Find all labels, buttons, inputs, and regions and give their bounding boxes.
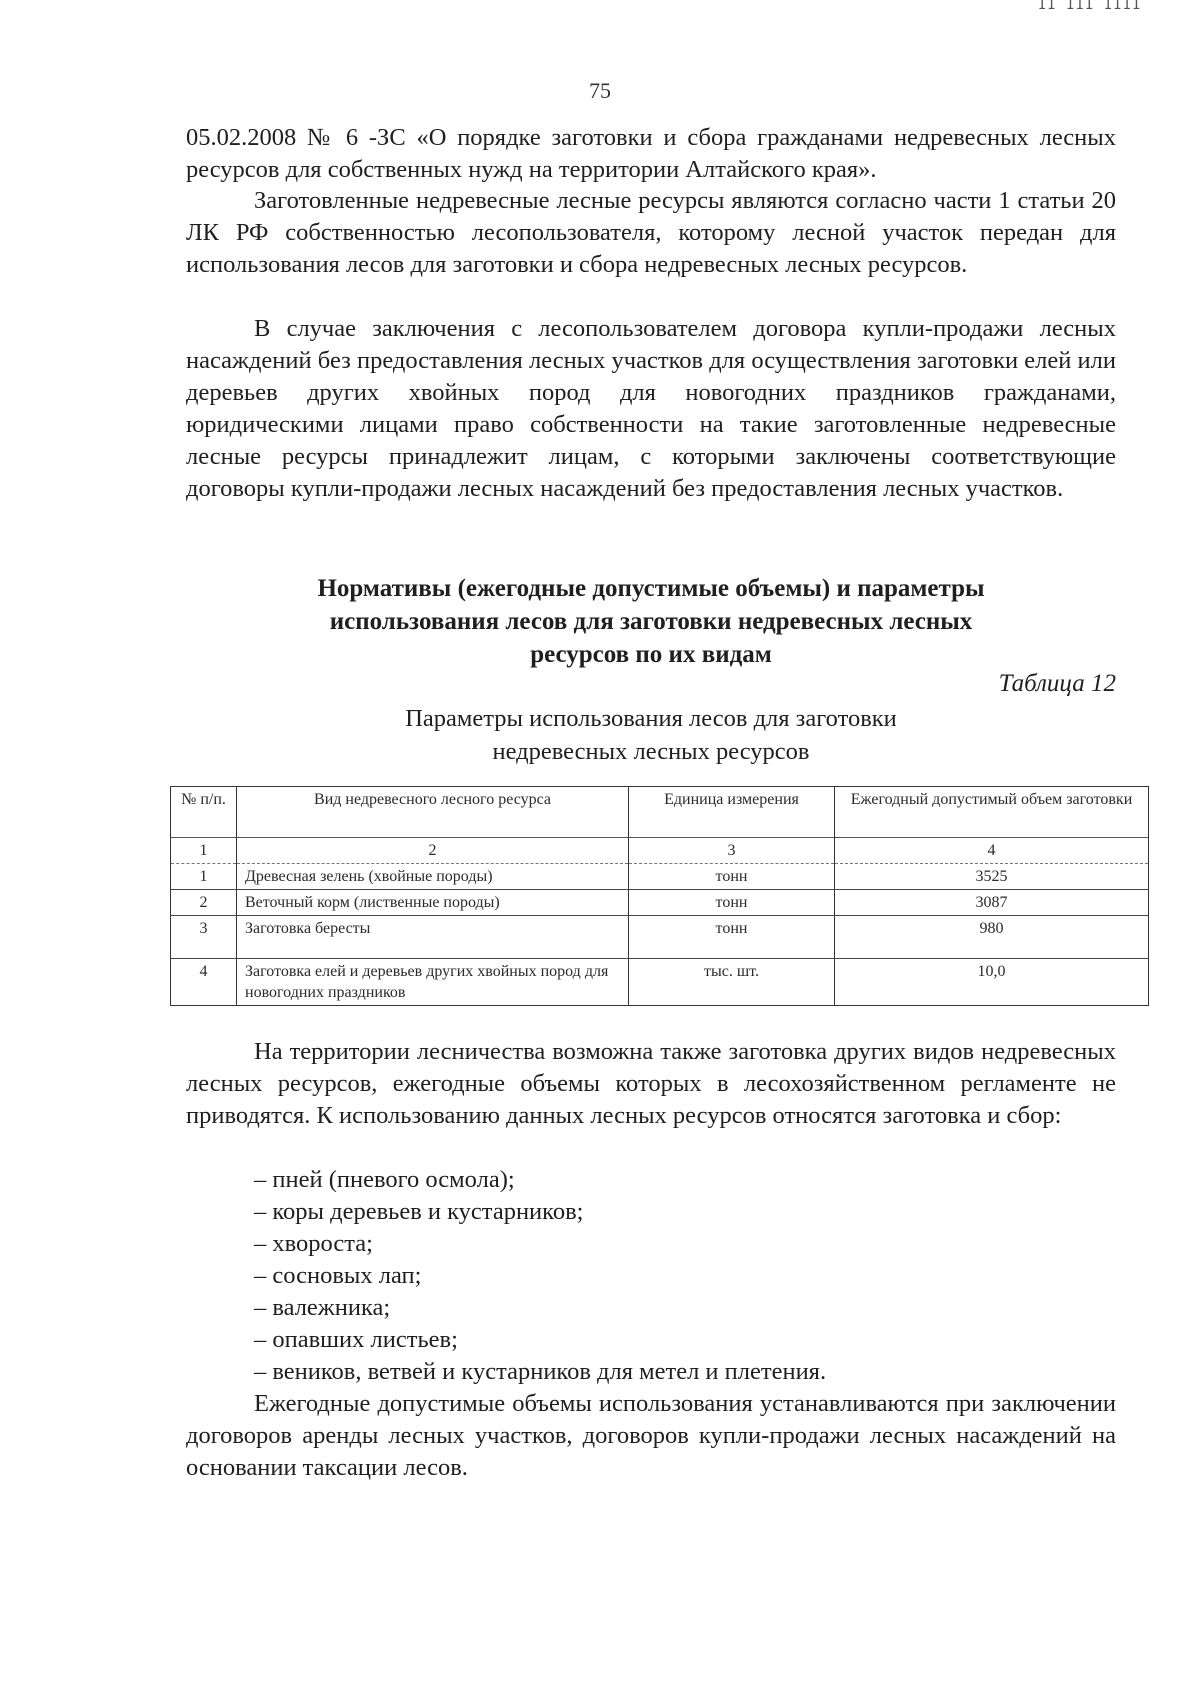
resource-list [254, 1164, 826, 1388]
heading-line: Нормативы (ежегодные допустимые объемы) и параметры [317, 575, 985, 602]
row-unit: тыс. шт. [629, 959, 835, 1006]
table-title-line: Параметры использования лесов для заготовки [405, 705, 897, 732]
heading-line: использования лесов для заготовки недревесных лесных [329, 608, 973, 635]
column-number-cell: 1 [171, 838, 237, 864]
table-header-row [171, 787, 1149, 838]
list-item: – опавших листьев; [254, 1326, 458, 1353]
paragraph-text: В случае заключения с лесопользователем договора купли-продажи лесных насаждений без предоставления лесных участков для осуществления заготовки елей или деревьев других хвойных пород для новогодних праздников гражданами, юридическими лицами право собственности на такие заготовленные недревесные лесные ресурсы принадлежит лицам, с которыми заключены соответствующие договоры купли-продажи лесных насаждений без предоставления лесных участков. [186, 315, 1116, 502]
table-label: Таблица 12 [998, 670, 1116, 697]
header-cell-volume: Ежегодный допустимый объем заготовки [835, 787, 1149, 838]
row-resource: Заготовка бересты [237, 916, 629, 959]
row-resource: Веточный корм (лиственные породы) [237, 890, 629, 916]
table-row [171, 959, 1149, 1006]
list-item: – валежника; [254, 1294, 391, 1321]
paragraph-text: Заготовленные недревесные лесные ресурсы являются согласно части 1 статьи 20 ЛК РФ собственностью лесопользователя, которому лесной участок передан для использования лесов для заготовки и сбора недревесных лесных ресурсов. [186, 187, 1116, 278]
row-resource: Древесная зелень (хвойные породы) [237, 864, 629, 890]
paragraph-text: 05.02.2008 № 6 -ЗС «О порядке заготовки и сбора гражданами недревесных лесных ресурсов для собственных нужд на территории Алтайского края». [186, 124, 1116, 183]
header-cell-resource: Вид недревесного лесного ресурса [237, 787, 629, 838]
paragraph-contract [186, 313, 1116, 505]
table-title-line: недревесных лесных ресурсов [492, 738, 810, 765]
list-item: – сосновых лап; [254, 1262, 422, 1289]
row-volume: 980 [835, 916, 1149, 959]
row-number: 2 [171, 890, 237, 916]
scan-mark: II III IIII [1038, 0, 1142, 13]
paragraph-text: Ежегодные допустимые объемы использования устанавливаются при заключении договоров аренды лесных участков, договоров купли-продажи лесных насаждений на основании таксации лесов. [186, 1390, 1116, 1481]
paragraph-law-reference [186, 122, 1116, 186]
row-unit: тонн [629, 916, 835, 959]
paragraph-ownership [186, 185, 1116, 281]
row-unit: тонн [629, 864, 835, 890]
row-unit: тонн [629, 890, 835, 916]
header-cell-number: № п/п. [171, 787, 237, 838]
column-number-cell: 3 [629, 838, 835, 864]
row-number: 3 [171, 916, 237, 959]
list-item: – веников, ветвей и кустарников для метел и плетения. [254, 1358, 827, 1385]
heading-line: ресурсов по их видам [530, 641, 772, 668]
list-item: – хвороста; [254, 1230, 373, 1257]
header-cell-unit: Единица измерения [629, 787, 835, 838]
table-row [171, 864, 1149, 890]
paragraph-other-resources [186, 1036, 1116, 1132]
section-heading [186, 572, 1116, 671]
row-volume: 10,0 [835, 959, 1149, 1006]
table-row [171, 916, 1149, 959]
list-item: – коры деревьев и кустарников; [254, 1198, 584, 1225]
table-title [186, 702, 1116, 768]
paragraph-annual-volumes [186, 1388, 1116, 1484]
column-number-row [171, 838, 1149, 864]
page-number: 75 [589, 78, 611, 103]
row-number: 4 [171, 959, 237, 1006]
table-row [171, 890, 1149, 916]
row-volume: 3525 [835, 864, 1149, 890]
list-item: – пней (пневого осмола); [254, 1166, 515, 1193]
row-resource: Заготовка елей и деревьев других хвойных пород для новогодних праздников [237, 959, 629, 1006]
row-volume: 3087 [835, 890, 1149, 916]
column-number-cell: 2 [237, 838, 629, 864]
parameters-table [170, 786, 1149, 1006]
row-number: 1 [171, 864, 237, 890]
column-number-cell: 4 [835, 838, 1149, 864]
paragraph-text: На территории лесничества возможна также заготовка других видов недревесных лесных ресурсов, ежегодные объемы которых в лесохозяйственном регламенте не приводятся. К использованию данных лесных ресурсов относятся заготовка и сбор: [186, 1038, 1116, 1129]
